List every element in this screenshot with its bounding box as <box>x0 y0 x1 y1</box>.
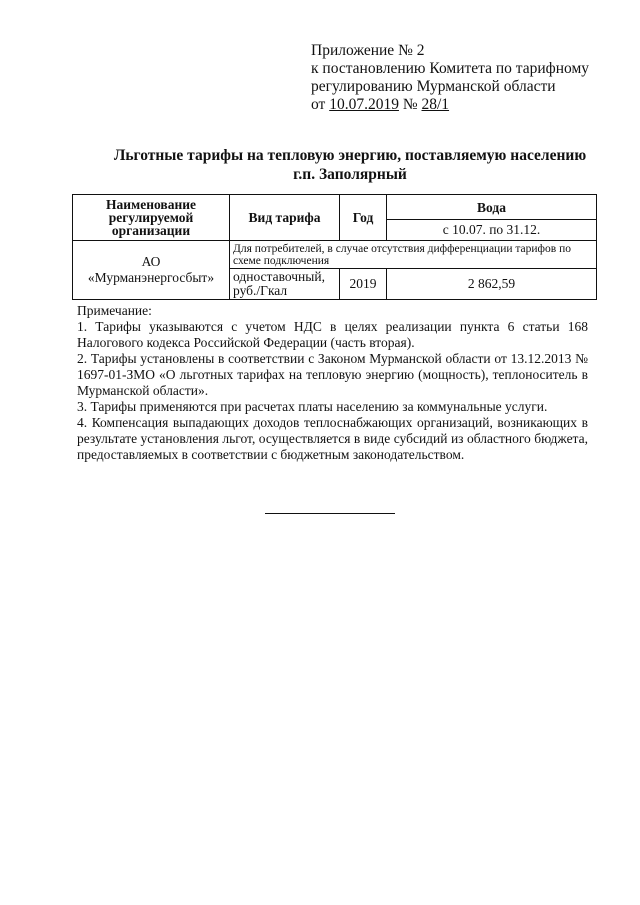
closing-divider <box>265 513 395 514</box>
resolution-date: 10.07.2019 <box>329 96 399 113</box>
tariff-value-cell: 2 862,59 <box>387 269 597 300</box>
year-cell: 2019 <box>340 269 387 300</box>
number-prefix: № <box>398 96 422 113</box>
notes-section <box>77 303 588 463</box>
resolution-number: 28/1 <box>421 96 450 113</box>
note-2: 2. Тарифы установлены в соответствии с Законом Мурманской области от 13.12.2013 № 1697-01-ЗМО «О льготных тарифах на тепловую энергию (мощность), теплоноситель в Мурманской области». <box>77 351 588 398</box>
appendix-title: Приложение № 2 <box>311 42 425 59</box>
org-type: АО <box>141 254 161 269</box>
header-tariff-type: Вид тарифа <box>230 195 340 241</box>
notes-heading: Примечание: <box>77 303 152 318</box>
tariff-type-cell: одноставочный, руб./Гкал <box>230 269 340 300</box>
title-line-2: г.п. Заполярный <box>293 166 407 183</box>
table-header-row <box>73 195 597 220</box>
org-name: «Мурманэнергосбыт» <box>87 270 215 285</box>
header-period: с 10.07. по 31.12. <box>387 220 597 241</box>
table-row <box>73 241 597 269</box>
title-line-1: Льготные тарифы на тепловую энергию, поставляемую населению <box>113 147 587 164</box>
header-year: Год <box>340 195 387 241</box>
appendix-header <box>311 42 589 114</box>
note-1: 1. Тарифы указываются с учетом НДС в целях реализации пункта 6 статьи 168 Налогового кодекса Российской Федерации (часть вторая). <box>77 319 588 350</box>
document-title <box>60 146 640 184</box>
appendix-ref-line: к постановлению Комитета по тарифному <box>311 60 590 77</box>
org-cell <box>73 241 230 300</box>
note-3: 3. Тарифы применяются при расчетах платы населению за коммунальные услуги. <box>77 399 548 414</box>
appendix-committee-line: регулированию Мурманской области <box>311 78 556 95</box>
appendix-date-line <box>311 96 589 114</box>
date-prefix: от <box>311 96 330 113</box>
tariff-table <box>72 194 597 300</box>
header-org: Наименование регулируемой организации <box>73 195 230 241</box>
note-4: 4. Компенсация выпадающих доходов теплоснабжающих организаций, возникающих в результате установления льгот, осуществляется в виде субсидий из областного бюджета, предоставляемых в соответствии с бюджетным законодательством. <box>77 415 588 462</box>
consumer-note: Для потребителей, в случае отсутствия дифференциации тарифов по схеме подключения <box>230 241 597 269</box>
header-water: Вода <box>387 195 597 220</box>
